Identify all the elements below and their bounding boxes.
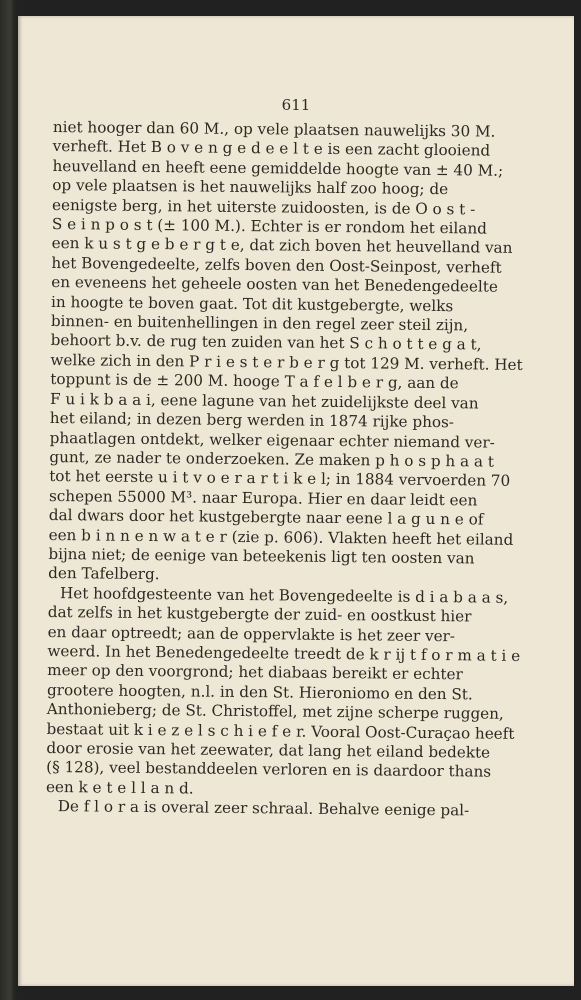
text-line: het eiland; in dezen berg werden in 1874 rijke phos- xyxy=(49,409,455,432)
text-line: (§ 128), veel bestanddeelen verloren en is daardoor thans xyxy=(46,758,492,782)
text-line: een k e t e l l a n d. xyxy=(45,777,194,798)
text-line: door erosie van het zeewater, dat lang het eiland bedekte xyxy=(46,738,491,762)
page-number: 611 xyxy=(281,96,311,114)
text-line: De f l o r a is overal zeer schraal. Behalve eenige pal- xyxy=(57,797,470,820)
text-line: Anthonieberg; de St. Christoffel, met zijne scherpe ruggen, xyxy=(46,700,504,723)
text-line: verheft. Het B o v e n g e d e e l t e is een zacht glooiend xyxy=(52,137,491,160)
book-page xyxy=(18,16,574,986)
body-text xyxy=(45,118,523,820)
text-line: bijna niet; de eenige van beteekenis ligt ten oosten van xyxy=(48,544,475,568)
text-line: een b i n n e n w a t e r (zie p. 606). Vlakten heeft het eiland xyxy=(48,525,514,549)
text-line: heuvelland en heeft eene gemiddelde hoogte van ± 40 M.; xyxy=(52,156,504,180)
text-line: tot het eerste u i t v o e r a r t i k e l; in 1884 vervoerden 70 xyxy=(49,467,511,491)
text-line: bestaat uit k i e z e l s c h i e f e r. Vooral Oost-Curaçao heeft xyxy=(46,719,515,743)
text-line: phaatlagen ontdekt, welker eigenaar echter niemand ver- xyxy=(49,428,495,452)
text-line: toppunt is de ± 200 M. hooge T a f e l b e r g, aan de xyxy=(50,370,459,393)
text-line: welke zich in den P r i e s t e r b e r g tot 129 M. verheft. Het xyxy=(50,350,523,374)
text-line: niet hooger dan 60 M., op vele plaatsen nauwelijks 30 M. xyxy=(52,118,496,141)
text-line: en eveneens het geheele oosten van het Benedengedeelte xyxy=(51,273,499,296)
text-line: S e i n p o s t (± 100 M.). Echter is er rondom het eiland xyxy=(51,215,487,238)
text-line: schepen 55000 M³. naar Europa. Hier en daar leidt een xyxy=(48,486,478,510)
text-line: F u i k b a a i, eene lagune van het zuidelijkste deel van xyxy=(49,389,479,413)
text-line: op vele plaatsen is het nauwelijks half zoo hoog; de xyxy=(52,176,449,199)
text-line: en daar optreedt; aan de oppervlakte is het zeer ver- xyxy=(47,622,456,645)
text-line: meer op den voorgrond; het diabaas bereikt er echter xyxy=(47,661,463,684)
text-line: grootere hoogten, n.l. in den St. Hieroniomo en den St. xyxy=(46,680,473,704)
text-line: Het hoofdgesteente van het Bovengedeelte is d i a b a a s, xyxy=(59,583,509,607)
text-line: in hoogte te boven gaat. Tot dit kustgebergte, welks xyxy=(50,292,454,315)
text-line: dal dwars door het kustgebergte naar eene l a g u n e of xyxy=(48,506,484,529)
text-line: een k u s t g e b e r g t e, dat zich boven het heuvelland van xyxy=(51,234,513,258)
text-line: dat zelfs in het kustgebergte der zuid- en oostkust hier xyxy=(47,603,472,626)
text-line: gunt, ze nader te onderzoeken. Ze maken p h o s p h a a t xyxy=(49,447,495,471)
text-line: eenigste berg, in het uiterste zuidoosten, is de O o s t - xyxy=(51,195,476,219)
text-line: binnen- en buitenhellingen in den regel zeer steil zijn, xyxy=(50,312,469,335)
text-line: behoort b.v. de rug ten zuiden van het S c h o t t e g a t, xyxy=(50,331,482,354)
text-line: het Bovengedeelte, zelfs boven den Oost-Seinpost, verheft xyxy=(51,253,502,277)
text-line: weerd. In het Benedengedeelte treedt de k r ij t f o r m a t i e xyxy=(47,641,521,665)
text-line: den Tafelberg. xyxy=(48,564,160,584)
